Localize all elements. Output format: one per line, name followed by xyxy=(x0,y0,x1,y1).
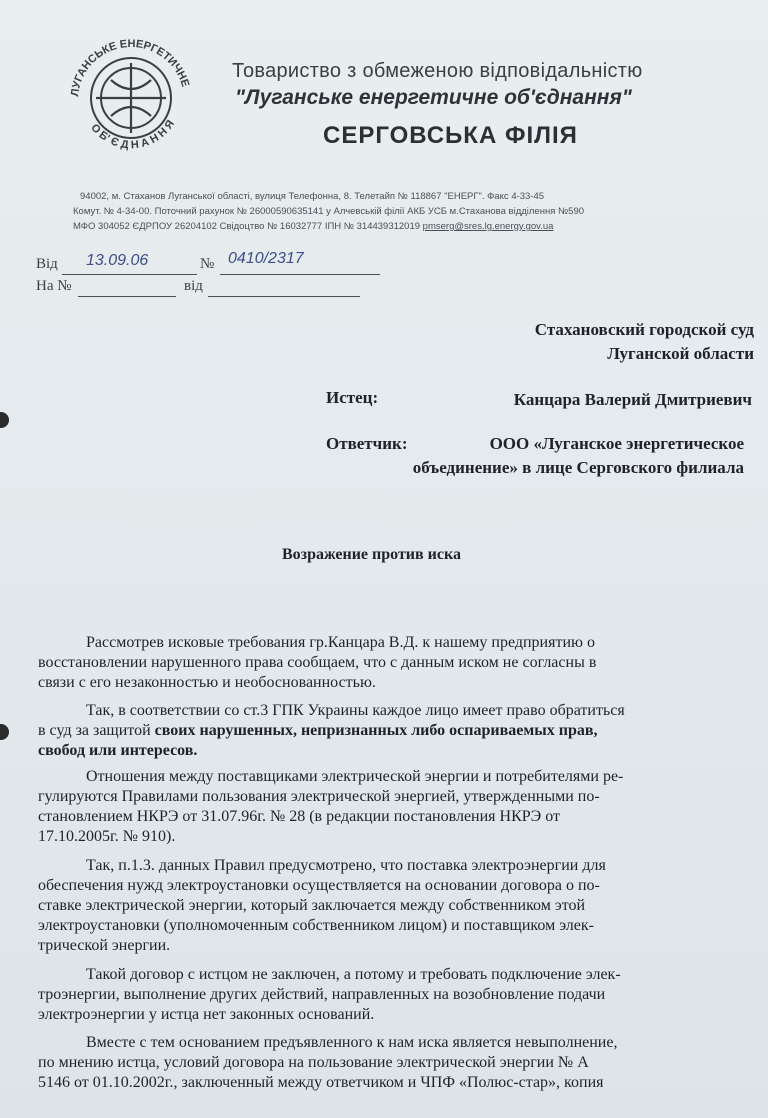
body-line-4: Так, в соответствии со ст.3 ГПК Украины каждое лицо имеет право обратиться xyxy=(86,702,625,719)
registration-line xyxy=(73,221,553,232)
body-line-3: связи с его незаконностью и необоснованностью. xyxy=(38,674,376,691)
punch-hole xyxy=(0,412,9,428)
reply-date-label: від xyxy=(184,278,203,294)
body-line-17: троэнергии, выполнение других действий, направленных на возобновление подачи xyxy=(38,986,606,1003)
svg-text:О Б' Є Д Н А Н Н Я: О Б' Є Д Н А Н Н Я xyxy=(88,118,177,152)
number-label: № xyxy=(200,256,215,272)
body-line-14: электроустановки (уполномоченным собственником лицом) и поставщиком элек- xyxy=(38,917,594,934)
org-name: "Луганське енергетичне об'єднання" xyxy=(235,86,632,109)
plaintiff-name: Канцара Валерий Дмитриевич xyxy=(513,390,752,409)
body-line-5 xyxy=(38,721,751,742)
body-line-1: Рассмотрев исковые требования гр.Канцара В.Д. к нашему предприятию о xyxy=(86,634,595,651)
reply-number-label: На № xyxy=(36,278,72,294)
reply-number-line xyxy=(78,280,176,297)
body-line-16: Такой договор с истцом не заключен, а потому и требовать подключение элек- xyxy=(86,966,621,983)
reply-date-line xyxy=(208,280,360,297)
body-line-2: восстановлении нарушенного права сообщаем, что с данным иском не согласны в xyxy=(38,654,597,671)
defendant-label: Ответчик: xyxy=(326,434,408,453)
defendant-name-2: объединение» в лице Серговского филиала xyxy=(412,458,744,477)
address-line: 94002, м. Стаханов Луганської області, вулиця Телефонна, 8. Телетайп № 118867 "ЕНЕРГ". Факс 4-33-45 xyxy=(80,191,545,202)
body-line-7: Отношения между поставщиками электрической энергии и потребителями ре- xyxy=(86,768,624,785)
court-name: Стахановский городской суд xyxy=(534,320,754,339)
body-line-21: 5146 от 01.10.2002г., заключенный между ответчиком и ЧПФ «Полюс-стар», копия xyxy=(38,1074,604,1091)
body-line-6: свобод или интересов. xyxy=(38,742,198,759)
body-line-11: Так, п.1.3. данных Правил предусмотрено, что поставка электроэнергии для xyxy=(86,857,606,874)
document-title: Возражение против иска xyxy=(282,546,461,563)
body-line-10: 17.10.2005г. № 910). xyxy=(38,828,176,845)
svg-text:ЛУГАНСЬКЕ ЕНЕРГЕТИЧНЕ: ЛУГАНСЬКЕ ЕНЕРГЕТИЧНЕ xyxy=(69,37,192,98)
org-form: Товариство з обмеженою відповідальністю xyxy=(232,60,643,82)
from-label: Від xyxy=(36,256,58,272)
body-line-20: по мнению истца, условий договора на пользование электрической энергии № А xyxy=(38,1054,589,1071)
defendant-name-1: ООО «Луганское энергетическое xyxy=(489,434,744,453)
from-date-value: 13.09.06 xyxy=(86,252,149,269)
body-line-9: становлением НКРЭ от 31.07.96г. № 28 (в редакции постановления НКРЭ от xyxy=(38,808,560,825)
body-line-8: гулируются Правилами пользования электрической энергией, утвержденными по- xyxy=(38,788,600,805)
body-line-19: Вместе с тем основанием предъявленного к нам иска является невыполнение, xyxy=(86,1034,618,1051)
branch-name: СЕРГОВСЬКА ФІЛІЯ xyxy=(323,122,578,149)
body-line-13: ставке электрической энергии, который заключается между собственником этой xyxy=(38,897,586,914)
body-line-5-bold: своих нарушенных, непризнанных либо оспариваемых прав, xyxy=(154,722,598,739)
punch-hole xyxy=(0,724,9,740)
registration-text: МФО 304052 ЄДРПОУ 26204102 Свідоцтво № 16032777 ІПН № 314439312019 xyxy=(73,221,423,232)
body-line-5-plain: в суд за защитой xyxy=(38,722,155,739)
bank-line: Комут. № 4-34-00. Поточний рахунок № 26000590635141 у Алчевській філії АКБ УСБ м.Стаханова відділення №590 xyxy=(73,206,585,217)
court-region: Луганской области xyxy=(607,344,754,363)
body-line-18: электроэнергии у истца нет законных оснований. xyxy=(38,1006,375,1023)
email-link[interactable]: pmserg@sres.lg.energy.gov.ua xyxy=(422,221,554,232)
number-value: 0410/2317 xyxy=(228,250,304,267)
body-line-15: трической энергии. xyxy=(38,937,171,954)
company-logo xyxy=(56,20,206,170)
body-line-12: обеспечения нужд электроустановки осуществляется на основании договора о по- xyxy=(38,877,600,894)
plaintiff-label: Истец: xyxy=(326,388,379,407)
